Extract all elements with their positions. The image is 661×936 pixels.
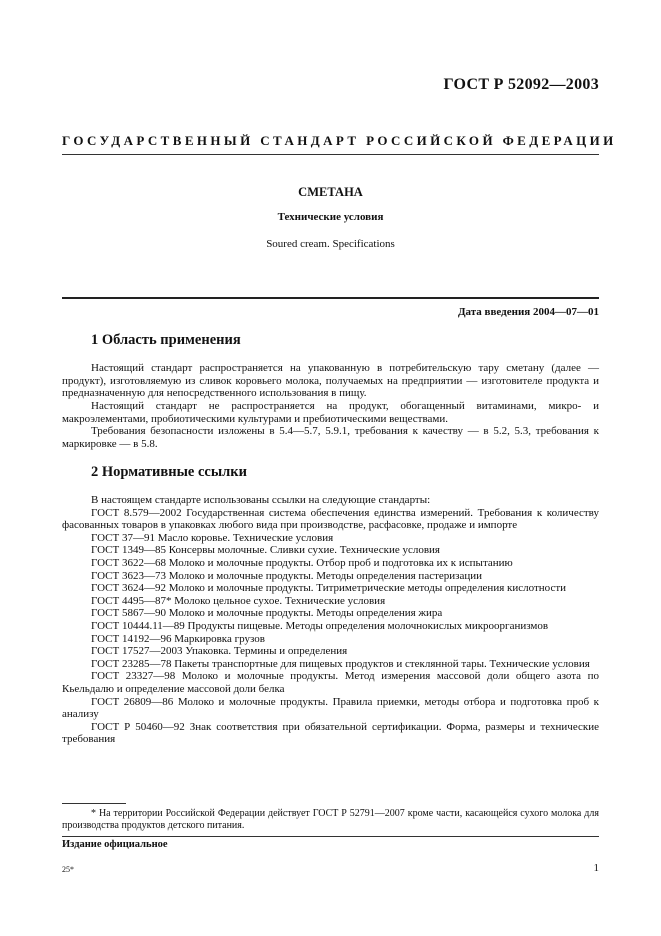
reference-item: ГОСТ 17527—2003 Упаковка. Термины и определения (91, 645, 348, 658)
footnote: * На территории Российской Федерации действует ГОСТ Р 52791—2007 кроме части, касающейся сухого молока для производства продуктов детского питания. (62, 808, 599, 831)
reference-item: ГОСТ 3623—73 Молоко и молочные продукты. Методы определения пастеризации (91, 569, 483, 582)
scope-paragraph-text: Настоящий стандарт распространяется на упакованную в потребительскую тару сметану (далее — продукт), изготовляемую из сливок коровьего молока, получаемых на предприятии — изготовителе продукта и предназначенную для непосредственного использования в пищу. (62, 362, 599, 400)
reference-item: ГОСТ 23285—78 Пакеты транспортные для пищевых продуктов и стеклянной тары. Технические условия (91, 657, 590, 670)
scope-paragraph-text: Требования безопасности изложены в 5.4—5.7, 5.9.1, требования к качеству — в 5.2, 5.3, требования к маркировке — в 5.8. (62, 425, 599, 450)
scope-paragraph-text: Настоящий стандарт не распространяется на продукт, обогащенный витаминами, микро- и макроэлементами, пробиотическими культурами и пребиотическими веществами. (62, 400, 599, 425)
scope-paragraph (62, 362, 599, 400)
reference-item: ГОСТ 4495—87* Молоко цельное сухое. Технические условия (91, 594, 386, 607)
print-marker: 25* (62, 865, 74, 874)
document-title-english: Soured cream. Specifications (266, 238, 395, 250)
header-divider (62, 154, 599, 155)
reference-item: ГОСТ 37—91 Масло коровье. Технические условия (91, 531, 334, 544)
scope-paragraph (62, 425, 599, 450)
reference-item: ГОСТ 3624—92 Молоко и молочные продукты. Титриметрические методы определения кислотности (91, 582, 567, 595)
document-title: СМЕТАНА (298, 185, 363, 199)
reference-item: ГОСТ 5867—90 Молоко и молочные продукты. Методы определения жира (91, 607, 443, 620)
reference-item: ГОСТ 8.579—2002 Государственная система обеспечения единства измерений. Требования к количеству фасованных товаров в упаковках любого вида при производстве, расфасовке, продаже и импорте (62, 506, 599, 532)
gost-code: ГОСТ Р 52092—2003 (443, 76, 599, 93)
reference-intro: В настоящем стандарте использованы ссылки на следующие стандарты: (91, 494, 431, 506)
reference-item: ГОСТ 23327—98 Молоко и молочные продукты. Метод измерения массовой доли общего азота по Кьельдалю и определение массовой доли белка (62, 670, 599, 695)
edition-label: Издание официальное (62, 839, 168, 850)
title-divider (62, 297, 599, 299)
footnote-divider (62, 803, 126, 804)
page-number: 1 (593, 862, 599, 874)
section-heading-scope: 1 Область применения (91, 332, 241, 348)
reference-item: ГОСТ 26809—86 Молоко и молочные продукты. Правила приемки, методы отбора и подготовка проб к анализу (62, 695, 599, 721)
reference-item: ГОСТ 1349—85 Консервы молочные. Сливки сухие. Технические условия (91, 544, 440, 557)
intro-date: Дата введения 2004—07—01 (457, 306, 599, 318)
footer-divider (62, 836, 599, 837)
document-subtitle: Технические условия (277, 211, 384, 223)
reference-item: ГОСТ 3622—68 Молоко и молочные продукты. Отбор проб и подготовка их к испытанию (91, 556, 513, 569)
reference-item: ГОСТ 14192—96 Маркировка грузов (91, 632, 265, 645)
scope-paragraph (62, 400, 599, 425)
standard-name: ГОСУДАРСТВЕННЫЙ СТАНДАРТ РОССИЙСКОЙ ФЕДЕРАЦИИ (62, 133, 617, 148)
section-heading-references: 2 Нормативные ссылки (91, 464, 247, 480)
reference-item: ГОСТ 10444.11—89 Продукты пищевые. Методы определения молочнокислых микроорганизмов (91, 619, 549, 632)
references-list (62, 494, 599, 746)
reference-item: ГОСТ Р 50460—92 Знак соответствия при обязательной сертификации. Форма, размеры и технические требования (62, 720, 599, 746)
